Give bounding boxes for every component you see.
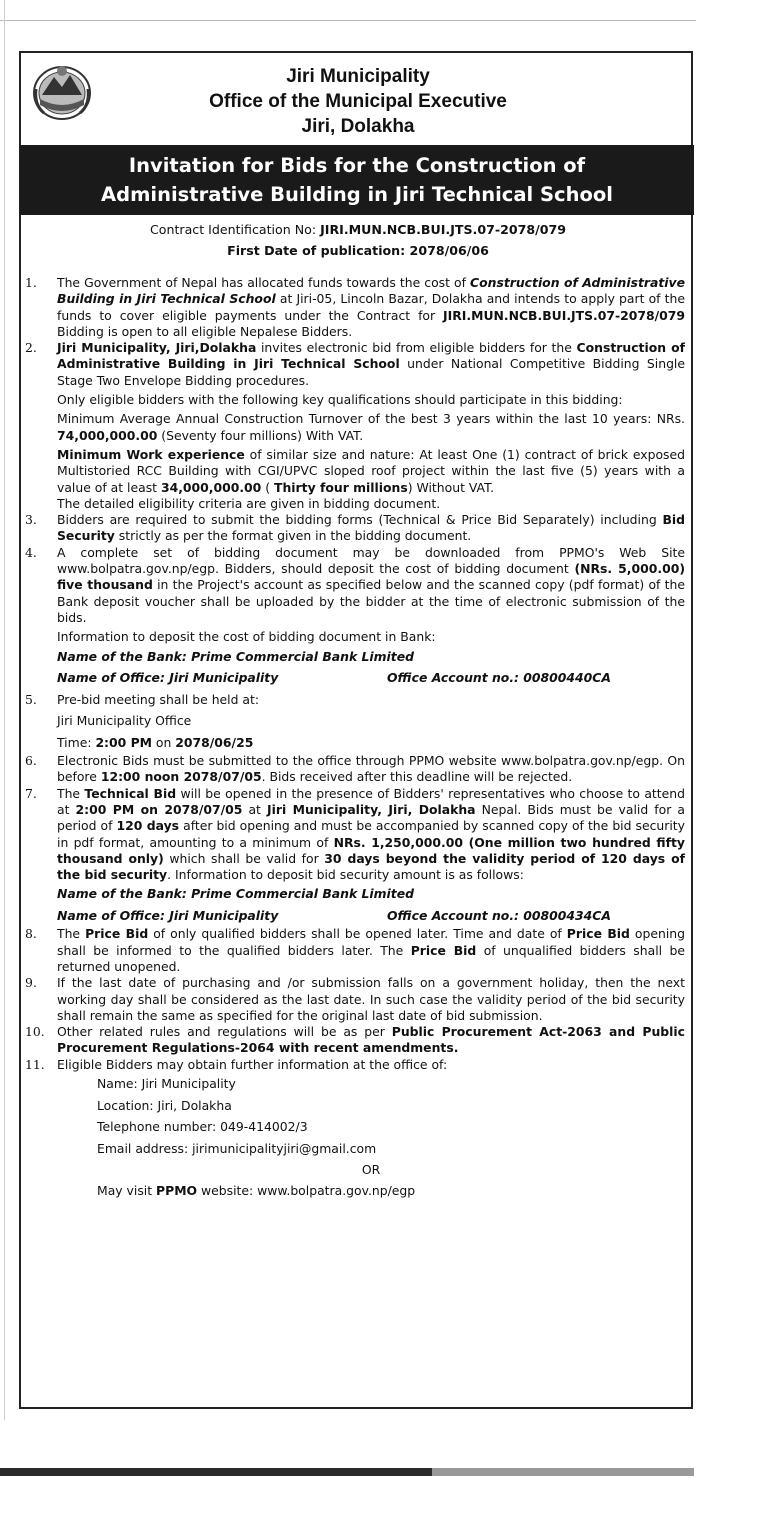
publication-date: First Date of publication: 2078/06/06 (227, 243, 489, 258)
list-item: 10. Other related rules and regulations will be as per Public Procurement Act-2063 and Public Procurement Regulations-2064 with recent amendments. (25, 1024, 685, 1056)
prebid-venue: Jiri Municipality Office (57, 713, 192, 729)
contract-id-label: Contract Identification No: (149, 222, 321, 237)
list-item: 4. A complete set of bidding document may be downloaded from PPMO's Web Site www.bolpatra.gov.np/egp. Bidders, should deposit the cost of bidding document (NRs. 5,000.00) five thousand in the Project's account as specified below and the scanned copy (pdf format) of the Bank deposit voucher shall be uploaded by the bidder at the time of electronic submission of the bids. Information to deposit the cost of bidding document in Bank: Name of the Bank: Prime Commercial Bank Limited Name of Office: Jiri Municipality Office Account no.: 00800440CA (25, 545, 685, 689)
list-item: 6. Electronic Bids must be submitted to the office through PPMO website www.bolpatra.gov.np/egp. On before 12:00 noon 2078/07/05. Bids received after this deadline will be rejected. (25, 753, 685, 785)
contact-name: Name: Jiri Municipality (97, 1076, 236, 1092)
list-item: 11. Eligible Bidders may obtain further information at the office of: Name: Jiri Municipality Location: Jiri, Dolakha Telephone number: 049-414002/3 Email address: jirimunicipalityjiri@gmail.com OR May visit PPMO website: www.bolpatra.gov.np/egp (25, 1057, 685, 1202)
list-item: 7. The Technical Bid will be opened in the presence of Bidders' representatives who choose to attend at 2:00 PM on 2078/07/05 at Jiri Municipality, Jiri, Dolakha Nepal. Bids must be valid for a period of 120 days after bid opening and must be accompanied by scanned copy of the bid security in pdf format, amounting to a minimum of NRs. 1,250,000.00 (One million two hundred fifty thousand only) which shall be valid for 30 days beyond the validity period of 120 days of the bid security. Information to deposit bid security amount is as follows: Name of the Bank: Prime Commercial Bank Limited Name of Office: Jiri Municipality Office Account no.: 00800434CA (25, 786, 685, 927)
contact-email: Email address: jirimunicipalityjiri@gmail.com (97, 1140, 377, 1156)
bottom-rule-dark (0, 1468, 432, 1476)
office-name: Office of the Municipal Executive (209, 91, 507, 112)
contract-info (21, 219, 695, 261)
top-rule (0, 20, 696, 21)
item-number: 1. (25, 275, 37, 290)
list-item: 8. The Price Bid of only qualified bidders shall be opened later. Time and date of Price Bid opening shall be informed to the qualified bidders later. The Price Bid of unqualified bidders shall be returned unopened. (25, 926, 686, 974)
contact-phone: Telephone number: 049-414002/3 (97, 1119, 308, 1135)
notice-body (25, 275, 685, 1202)
office-name-label: Name of Office: Jiri Municipality (57, 670, 279, 686)
ppmo-website-line: May visit PPMO website: www.bolpatra.gov.np/egp (97, 1183, 416, 1199)
or-separator: OR (361, 1162, 381, 1178)
list-item: 5. Pre-bid meeting shall be held at: Jiri Municipality Office Time: 2:00 PM on 2078/06/25 (25, 689, 685, 754)
bank-name: Name of the Bank: Prime Commercial Bank Limited (57, 886, 414, 902)
office-account-number: Office Account no.: 00800440CA (387, 670, 611, 686)
contact-details (25, 1073, 685, 1159)
list-item: 1. The Government of Nepal has allocated funds towards the cost of Construction of Administrative Building in Jiri Technical School at Jiri-05, Lincoln Bazar, Dolakha and intends to apply part of the funds to cover eligible payments under the Contract for JIRI.MUN.NCB.BUI.JTS.07-2078/079 Bidding is open to all eligible Nepalese Bidders. (25, 275, 685, 339)
municipality-name: Jiri Municipality (286, 66, 430, 87)
bottom-rule-light (432, 1468, 694, 1476)
list-item: 9. If the last date of purchasing and /or submission falls on a government holiday, then the next working day shall be considered as the last date. In such case the validity period of the bid security shall remain the same as specified for the original last date of bid submission. (25, 975, 685, 1023)
left-rule (4, 0, 5, 1420)
title-line-1: Invitation for Bids for the Construction of (128, 154, 586, 177)
title-line-2: Administrative Building in Jiri Technical School (101, 183, 613, 206)
office-name-label: Name of Office: Jiri Municipality (57, 907, 279, 923)
office-header (21, 64, 695, 139)
office-location: Jiri, Dolakha (301, 116, 415, 137)
item-number: 9. (25, 975, 37, 991)
item-number: 8. (25, 926, 37, 942)
deposit-info-label: Information to deposit the cost of bidding document in Bank: (57, 629, 436, 645)
item-number: 3. (25, 512, 37, 528)
item-number: 7. (25, 785, 37, 801)
item-number: 5. (25, 691, 37, 707)
contract-id-value: JIRI.MUN.NCB.BUI.JTS.07-2078/079 (320, 222, 567, 237)
item-number: 4. (25, 544, 37, 560)
notice-title-banner (20, 145, 694, 215)
prebid-time: Time: 2:00 PM on 2078/06/25 (57, 734, 254, 750)
item-number: 11. (25, 1056, 45, 1072)
bank-name: Name of the Bank: Prime Commercial Bank Limited (57, 648, 414, 664)
item-number: 6. (25, 753, 37, 769)
list-item: 2. Jiri Municipality, Jiri,Dolakha invites electronic bid from eligible bidders for the Construction of Administrative Building in Jiri Technical School under National Competitive Bidding Single Stage Two Envelope Bidding procedures. Only eligible bidders with the following key qualifications should participate in this bidding: Minimum Average Annual Construction Turnover of the best 3 years within the last 10 years: NRs. 74,000,000.00 (Seventy four millions) With VAT. Minimum Work experience of similar size and nature: At least One (1) contract of brick exposed Multistoried RCC Building with CGI/UPVC sloped roof project within the last five (5) years with a value of at least 34,000,000.00 ( Thirty four millions) Without VAT. The detailed eligibility criteria are given in bidding document. (25, 340, 685, 511)
item-number: 10. (25, 1024, 45, 1040)
item-number: 2. (25, 340, 37, 356)
office-account-number: Office Account no.: 00800434CA (387, 907, 611, 923)
notice-box (19, 51, 693, 1409)
list-item: 3. Bidders are required to submit the bidding forms (Technical & Price Bid Separately) including Bid Security strictly as per the format given in the bidding document. (25, 512, 685, 544)
contact-location: Location: Jiri, Dolakha (97, 1097, 232, 1113)
